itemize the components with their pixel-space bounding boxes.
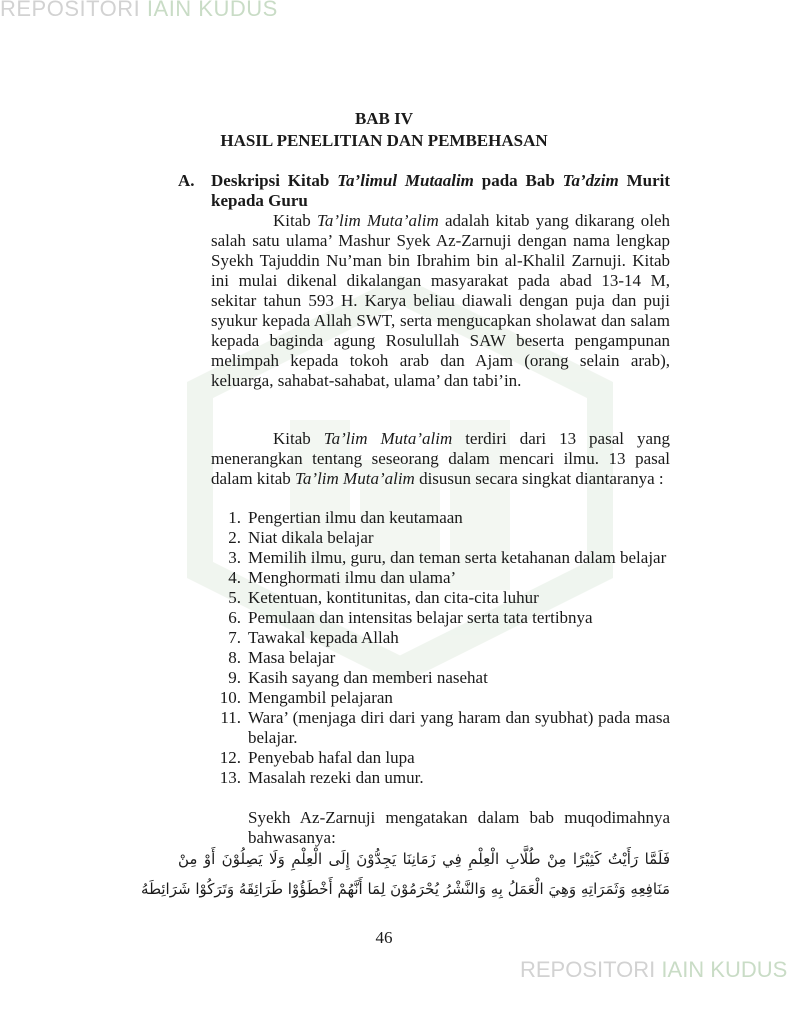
list-text: Tawakal kepada Allah	[248, 628, 399, 647]
list-text: Ketentuan, kontitunitas, dan cita-cita luhur	[248, 588, 539, 607]
quote-introduction: Syekh Az-Zarnuji mengatakan dalam bab muqodimahnya bahwasanya:	[248, 808, 670, 847]
list-text: Memilih ilmu, guru, dan teman serta ketahanan dalam belajar	[248, 548, 667, 567]
chapter-subtitle: HASIL PENELITIAN DAN PEMBEHASAN	[220, 131, 548, 150]
list-text: Masalah rezeki dan umur.	[248, 768, 424, 787]
list-number: 1.	[228, 508, 241, 527]
book-title-italic: Ta’lim Muta’alim	[295, 469, 415, 488]
list-item	[211, 608, 670, 628]
list-text: Mengambil pelajaran	[248, 688, 393, 707]
paragraph-text: Kitab	[273, 211, 317, 230]
watermark-text-green: IAIN KUDUS	[661, 957, 787, 982]
section-title-italic: Ta’dzim	[562, 171, 619, 190]
watermark-text-gray: REPOSITORI	[0, 0, 147, 21]
list-item	[211, 768, 670, 788]
list-item	[211, 588, 670, 608]
book-title-italic: Ta’lim Muta’alim	[323, 429, 453, 448]
list-item	[211, 648, 670, 668]
paragraph-text: Kitab	[273, 429, 324, 448]
paragraph-text: adalah kitab yang dikarang oleh salah satu ulama’ Mashur Syek Az-Zarnuji dengan nama lengkap Syekh Tajuddin Nu’man bin Ibrahim bin al-Khalil Zarnuji. Kitab ini mulai dikenal dikalangan masyarakat pada abad 13-14 M, sekitar tahun 593 H. Karya beliau diawali dengan puja dan puji syukur kepada Allah SWT, serta mengucapkan sholawat dan salam kepada baginda agung Rosulullah SAW beserta pengampunan melimpah kepada tokoh arab dan Ajam (orang selain arab), keluarga, sahabat-sahabat, ulama’ dan tabi’in.	[211, 211, 670, 390]
list-item	[211, 508, 670, 528]
list-number: 13.	[219, 768, 241, 787]
list-number: 6.	[228, 608, 241, 627]
paragraph-2	[211, 429, 670, 489]
list-item	[211, 688, 670, 708]
chapter-title: BAB IV	[354, 109, 414, 128]
section-title	[211, 171, 670, 211]
list-text: Wara’ (menjaga diri dari yang haram dan syubhat) pada masa belajar.	[248, 708, 670, 747]
list-number: 12.	[219, 748, 241, 767]
list-number: 10.	[219, 688, 241, 707]
watermark-text-gray: REPOSITORI	[520, 957, 662, 982]
list-number: 9.	[228, 668, 241, 687]
list-text: Kasih sayang dan memberi nasehat	[248, 668, 488, 687]
arabic-quote-line-1: فَلَمَّا رَأَيْتُ كَثِيْرًا مِنْ طُلَّابِ الْعِلْمِ فِي زَمَانِنَا يَجِدُّوْنَ إِلَى الْعِلْمِ وَلَا يَصِلُوْنَ أَوْ مِنْ	[178, 850, 670, 868]
list-number: 7.	[228, 628, 241, 647]
list-number: 4.	[228, 568, 241, 587]
book-title-italic: Ta’lim Muta’alim	[317, 211, 439, 230]
page-number: 46	[375, 928, 393, 947]
list-item	[211, 528, 670, 548]
list-number: 3.	[228, 548, 241, 567]
list-item	[211, 548, 670, 568]
paragraph-text: disusun secara singkat diantaranya :	[414, 469, 664, 488]
section-title-part: Murit kepada Guru	[211, 171, 671, 210]
chapter-list	[211, 508, 670, 788]
list-text: Menghormati ilmu dan ulama’	[248, 568, 457, 587]
list-item	[211, 628, 670, 648]
section-letter: A.	[178, 171, 195, 190]
list-text: Niat dikala belajar	[248, 528, 374, 547]
section-title-part: pada Bab	[473, 171, 563, 190]
list-number: 11.	[220, 708, 241, 727]
list-item	[211, 668, 670, 688]
list-number: 8.	[228, 648, 241, 667]
list-text: Masa belajar	[248, 648, 336, 667]
list-item	[211, 708, 670, 748]
paragraph-text: terdiri dari 13 pasal yang menerangkan tentang seseorang dalam mencari ilmu. 13 pasal dalam kitab	[211, 429, 670, 488]
list-text: Pengertian ilmu dan keutamaan	[248, 508, 463, 527]
section-title-italic: Ta’limul Mutaalim	[337, 171, 474, 190]
list-number: 5.	[228, 588, 241, 607]
list-number: 2.	[228, 528, 241, 547]
list-item	[211, 568, 670, 588]
list-text: Pemulaan dan intensitas belajar serta tata tertibnya	[248, 608, 593, 627]
list-text: Penyebab hafal dan lupa	[248, 748, 415, 767]
list-item	[211, 748, 670, 768]
arabic-quote-line-2: مَنَافِعِهِ وَثَمَرَاتِهِ وَهِيَ الْعَمَلُ بِهِ وَالنَّشْرُ يُحْرَمُوْنَ لِمَا أَنَّهُمْ أَخْطَؤُوْا طَرَائِقَهُ وَتَرَكُوْا شَرَائِطَهُ	[141, 880, 670, 898]
watermark-text-green: IAIN KUDUS	[146, 0, 278, 21]
repository-watermark-bottom	[520, 957, 787, 983]
paragraph-1	[211, 211, 670, 391]
section-title-part: Deskripsi Kitab	[211, 171, 338, 190]
